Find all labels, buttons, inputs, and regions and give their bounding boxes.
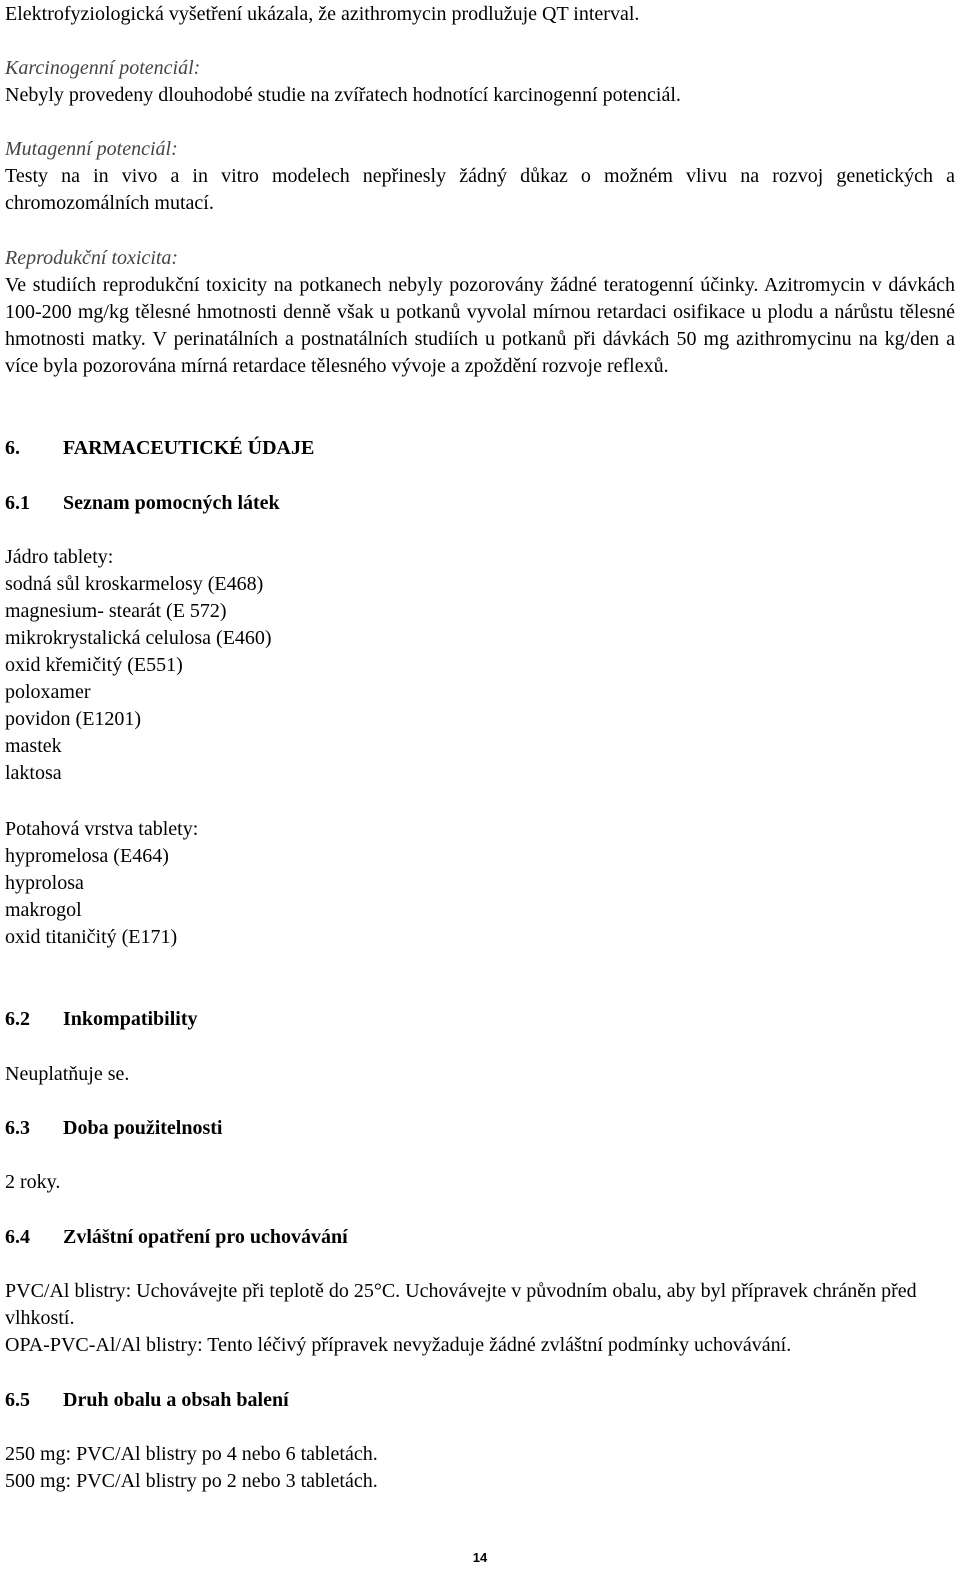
shelf-life-text: 2 roky. (5, 1171, 61, 1193)
section-title: Seznam pomocných látek (63, 492, 280, 514)
section-6-1-heading (5, 490, 280, 517)
list-item: magnesium- stearát (E 572) (5, 600, 227, 622)
section-number: 6.5 (5, 1389, 30, 1411)
section-title: Inkompatibility (63, 1008, 198, 1030)
list-item: oxid křemičitý (E551) (5, 654, 183, 676)
list-item: povidon (E1201) (5, 708, 142, 730)
carcinogenic-section (5, 55, 955, 109)
storage-opa-text: OPA-PVC-Al/Al blistry: Tento léčivý přípravek nevyžaduje žádné zvláštní podmínky uchovávání. (5, 1334, 792, 1356)
section-title: Zvláštní opatření pro uchovávání (63, 1226, 348, 1248)
section-title: Doba použitelnosti (63, 1117, 223, 1139)
reproductive-section (5, 245, 955, 380)
core-title: Jádro tablety: (5, 546, 114, 568)
mutagenic-text: Testy na in vivo a in vitro modelech nepřinesly žádný důkaz o možném vlivu na rozvoj genetických a chromozomálních mutací. (5, 165, 955, 214)
section-6-4-heading (5, 1224, 348, 1251)
list-item: mastek (5, 735, 62, 757)
coating-title: Potahová vrstva tablety: (5, 818, 199, 840)
section-6-3-heading (5, 1115, 222, 1142)
section-6-heading (5, 435, 314, 462)
section-title: Druh obalu a obsah balení (63, 1389, 289, 1411)
page-number: 14 (472, 1550, 488, 1565)
list-item: mikrokrystalická celulosa (E460) (5, 627, 272, 649)
section-number: 6.3 (5, 1117, 30, 1139)
section-number: 6.4 (5, 1226, 30, 1248)
section-6-2-heading (5, 1006, 197, 1033)
list-item: 500 mg: PVC/Al blistry po 2 nebo 3 tabletách. (5, 1470, 378, 1492)
package-contents (5, 1441, 955, 1495)
mutagenic-section (5, 136, 955, 217)
section-number: 6.1 (5, 492, 30, 514)
storage-pvc-text: PVC/Al blistry: Uchovávejte při teplotě do 25°C. Uchovávejte v původním obalu, aby byl přípravek chráněn před vlhkostí. (5, 1280, 917, 1329)
list-item: oxid titaničitý (E171) (5, 926, 178, 948)
storage-text (5, 1278, 945, 1359)
list-item: laktosa (5, 762, 62, 784)
intro-paragraph: Elektrofyziologická vyšetření ukázala, že azithromycin prodlužuje QT interval. (5, 3, 640, 25)
section-6-5-heading (5, 1387, 289, 1414)
incompatibility-text: Neuplatňuje se. (5, 1063, 130, 1085)
list-item: makrogol (5, 899, 82, 921)
list-item: hyprolosa (5, 872, 84, 894)
carcinogenic-text: Nebyly provedeny dlouhodobé studie na zvířatech hodnotící karcinogenní potenciál. (5, 84, 681, 106)
reproductive-text: Ve studiích reprodukční toxicity na potkanech nebyly pozorovány žádné teratogenní účinky. Azitromycin v dávkách 100-200 mg/kg tělesné hmotnosti denně však u potkanů vyvolal mírnou retardaci osifikace u plodu a nárůstu tělesné hmotnosti matky. V perinatálních a postnatálních studiích u potkanů při dávkách 50 mg azithromycinu na kg/den a více byla pozorována mírná retardace tělesného vývoje a zpoždění rozvoje reflexů. (5, 274, 955, 377)
section-title: FARMACEUTICKÉ ÚDAJE (63, 437, 315, 459)
section-number: 6.2 (5, 1008, 30, 1030)
carcinogenic-title: Karcinogenní potenciál: (5, 57, 201, 79)
list-item: hypromelosa (E464) (5, 845, 169, 867)
mutagenic-title: Mutagenní potenciál: (5, 138, 178, 160)
reproductive-title: Reprodukční toxicita: (5, 247, 179, 269)
section-number: 6. (5, 437, 20, 459)
tablet-coating-list (5, 816, 955, 951)
list-item: sodná sůl kroskarmelosy (E468) (5, 573, 264, 595)
list-item: 250 mg: PVC/Al blistry po 4 nebo 6 tabletách. (5, 1443, 378, 1465)
list-item: poloxamer (5, 681, 91, 703)
tablet-core-list (5, 544, 955, 787)
